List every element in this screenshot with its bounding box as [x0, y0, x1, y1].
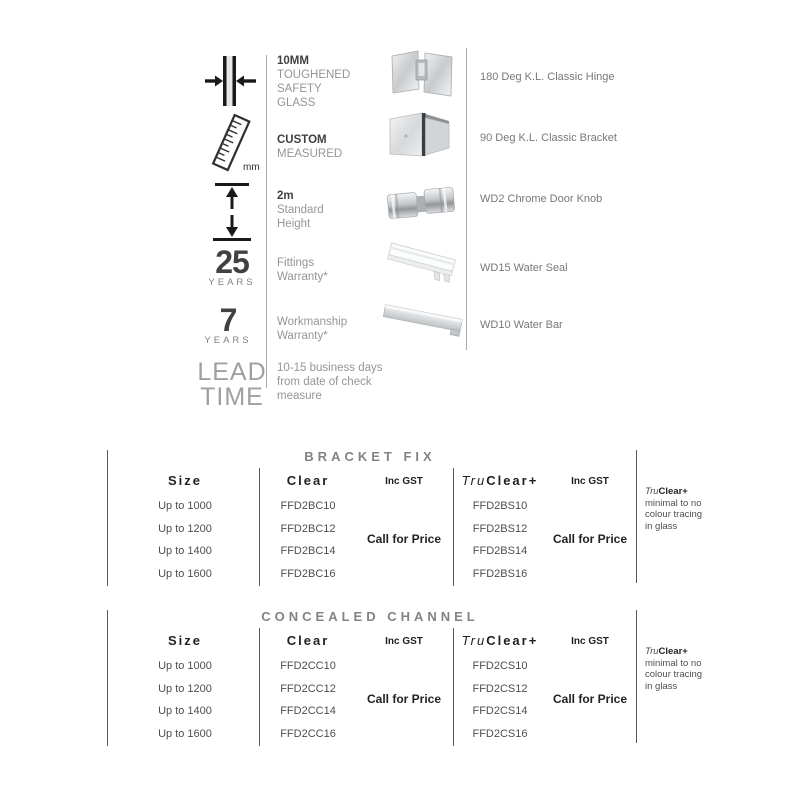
truclear-code: FFD2CS12: [472, 683, 528, 695]
standard-height-icon: [207, 183, 257, 241]
clear-code: FFD2CC16: [280, 728, 336, 740]
water-seal-image: [383, 241, 457, 289]
clear-code: FFD2BC12: [280, 523, 336, 535]
call-for-price-truclear: Call for Price: [552, 532, 628, 546]
call-for-price-clear: Call for Price: [366, 692, 442, 706]
bracket-image: [387, 110, 453, 160]
column-header-truclear: [448, 473, 552, 488]
product-label-door-knob: WD2 Chrome Door Knob: [480, 193, 603, 205]
feature-fittings-line1: Fittings: [277, 257, 315, 269]
truclear-note: [645, 486, 740, 532]
feature-custom-title: CUSTOM: [277, 134, 327, 146]
product-label-bracket: 90 Deg K.L. Classic Bracket: [480, 132, 617, 144]
concealed-channel-table: [0, 605, 800, 755]
column-header-truclear: [448, 633, 552, 648]
size-cell: Up to 1200: [158, 683, 212, 695]
workmanship-warranty-years: [188, 302, 268, 346]
feature-height: [277, 189, 324, 231]
size-cell: Up to 1000: [158, 500, 212, 512]
size-cell: Up to 1600: [158, 728, 212, 740]
truclear-note: [645, 646, 740, 692]
workmanship-warranty-unit: YEARS: [204, 335, 252, 346]
note-clear: Clear+: [658, 646, 688, 657]
feature-glass-title: 10MM: [277, 55, 309, 67]
truclear-code: FFD2BS12: [472, 523, 528, 535]
fittings-warranty-years: [192, 244, 272, 288]
clear-code: FFD2BC10: [280, 500, 336, 512]
truclear-rest: Clear+: [486, 633, 539, 648]
hinge-image: [388, 48, 456, 102]
water-bar-image: [380, 303, 464, 341]
feature-lead-line1: 10-15 business days: [277, 362, 383, 374]
fittings-warranty-number: 25: [215, 244, 249, 280]
door-knob-image: [383, 180, 459, 226]
feature-height-line1: Standard: [277, 204, 324, 216]
feature-height-line2: Height: [277, 218, 311, 230]
column-header-clear: Clear: [286, 633, 330, 648]
call-for-price-clear: Call for Price: [366, 532, 442, 546]
feature-custom: [277, 133, 342, 161]
size-cell: Up to 1200: [158, 523, 212, 535]
lead-time-word2: TIME: [200, 383, 264, 411]
workmanship-warranty-number: 7: [219, 302, 237, 338]
feature-glass-line2: SAFETY: [277, 83, 322, 95]
note-tru: Tru: [645, 646, 659, 657]
truclear-prefix: Tru: [461, 473, 487, 488]
clear-code: FFD2CC14: [280, 705, 336, 717]
feature-lead-line2: from date of check: [277, 376, 372, 388]
table-left-bar: [107, 450, 108, 586]
note-tru: Tru: [645, 486, 659, 497]
truclear-prefix: Tru: [461, 633, 487, 648]
note-line3: in glass: [645, 520, 678, 532]
truclear-rest: Clear+: [486, 473, 539, 488]
feature-fittings-line2: Warranty*: [277, 271, 328, 283]
column-header-size: Size: [167, 473, 202, 488]
note-line2: colour tracing: [645, 669, 703, 680]
note-line1: minimal to no: [645, 497, 702, 509]
size-cell: Up to 1400: [158, 705, 212, 717]
product-label-water-bar: WD10 Water Bar: [480, 319, 563, 331]
feature-custom-line1: MEASURED: [277, 148, 343, 160]
truclear-code: FFD2CS16: [472, 728, 528, 740]
table-left-bar: [107, 610, 108, 746]
clear-code: FFD2BC16: [280, 568, 336, 580]
note-clear: Clear+: [658, 486, 688, 497]
clear-code: FFD2BC14: [280, 545, 336, 557]
column-header-inc-gst: Inc GST: [385, 476, 423, 487]
ruler-icon: [203, 113, 265, 175]
lead-time-heading: [196, 360, 268, 410]
feature-glass-line3: GLASS: [277, 97, 316, 109]
bracket-fix-table: [0, 445, 800, 595]
table-note-bar: [636, 450, 637, 583]
glass-thickness-icon: [203, 56, 259, 106]
column-header-inc-gst: Inc GST: [385, 636, 423, 647]
fittings-warranty-unit: YEARS: [208, 277, 256, 288]
call-for-price-truclear: Call for Price: [552, 692, 628, 706]
bracket-fix-title: BRACKET FIX: [304, 449, 436, 464]
product-label-water-seal: WD15 Water Seal: [480, 262, 568, 274]
truclear-code: FFD2BS10: [472, 500, 528, 512]
truclear-code: FFD2CS10: [472, 660, 528, 672]
truclear-code: FFD2BS14: [472, 545, 528, 557]
clear-code: FFD2CC12: [280, 683, 336, 695]
column-header-inc-gst-2: Inc GST: [571, 476, 609, 487]
feature-height-title: 2m: [277, 190, 294, 202]
table-note-bar: [636, 610, 637, 743]
feature-workmanship: [277, 315, 347, 343]
column-header-clear: Clear: [286, 473, 330, 488]
truclear-code: FFD2BS16: [472, 568, 528, 580]
feature-fittings: [277, 256, 328, 284]
feature-workmanship-line2: Warranty*: [277, 330, 328, 342]
size-cell: Up to 1400: [158, 545, 212, 557]
product-labels-divider: [466, 48, 467, 350]
feature-lead-time: [277, 361, 382, 403]
size-cell: Up to 1000: [158, 660, 212, 672]
note-line3: in glass: [645, 680, 678, 692]
ruler-unit-label: mm: [243, 162, 260, 173]
feature-glass: [277, 54, 350, 110]
feature-glass-line1: TOUGHENED: [277, 69, 351, 81]
truclear-code: FFD2CS14: [472, 705, 528, 717]
size-cell: Up to 1600: [158, 568, 212, 580]
column-header-size: Size: [167, 633, 202, 648]
feature-workmanship-line1: Workmanship: [277, 316, 348, 328]
note-line2: colour tracing: [645, 509, 703, 520]
note-line1: minimal to no: [645, 657, 702, 669]
product-label-hinge: 180 Deg K.L. Classic Hinge: [480, 71, 615, 83]
concealed-channel-title: CONCEALED CHANNEL: [261, 609, 479, 624]
feature-lead-line3: measure: [277, 390, 322, 402]
clear-code: FFD2CC10: [280, 660, 336, 672]
lead-time-word1: LEAD: [197, 358, 267, 386]
column-header-inc-gst-2: Inc GST: [571, 636, 609, 647]
